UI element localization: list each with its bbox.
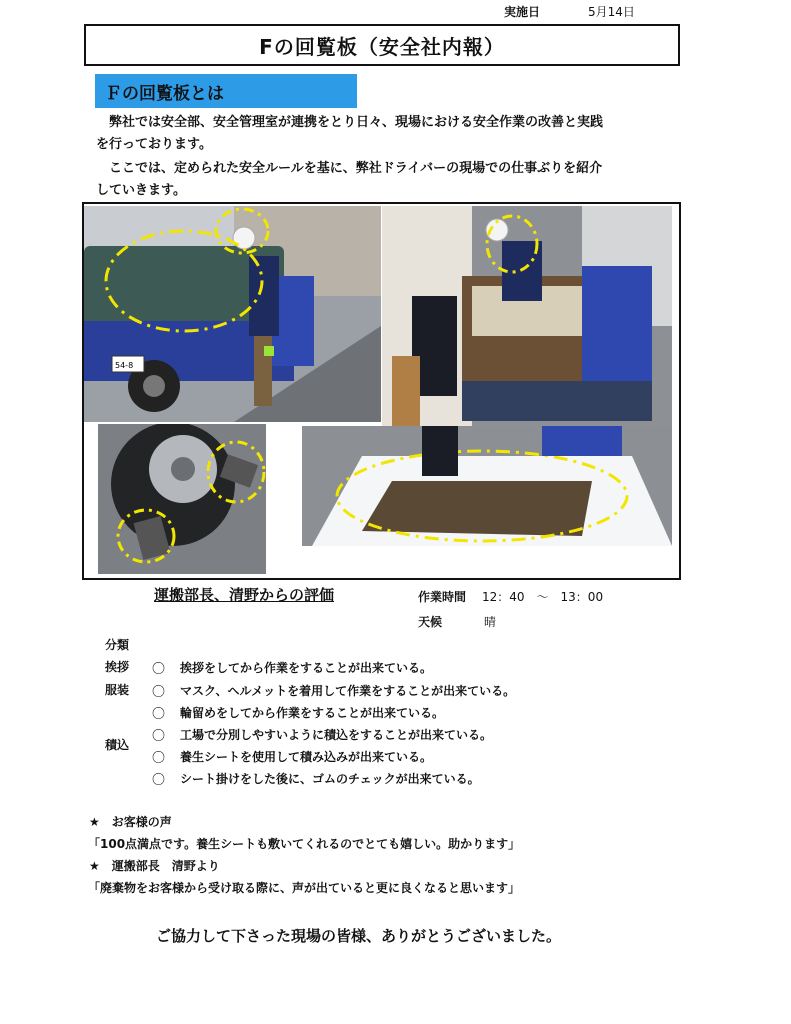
intro-line: していきます。 bbox=[96, 183, 186, 198]
date-label: 実施日 bbox=[504, 5, 541, 19]
closing-message: ご協力して下さった現場の皆様、ありがとうございました。 bbox=[156, 927, 562, 945]
photo-protective-sheet bbox=[302, 426, 672, 546]
category-header: 分類 bbox=[105, 638, 130, 652]
check-mark: 〇 bbox=[152, 773, 166, 788]
intro-line: ここでは、定められた安全ルールを基に、弊社ドライバーの現場での仕事ぶりを紹介 bbox=[96, 161, 603, 176]
check-text: 挨拶をしてから作業をすることが出来ている。 bbox=[180, 661, 433, 675]
intro-paragraph-1 bbox=[96, 112, 676, 156]
intro-line: 弊社では安全部、安全管理室が連携をとり日々、現場における安全作業の改善と実践 bbox=[96, 115, 604, 130]
category-loading: 積込 bbox=[105, 738, 130, 752]
check-text: シート掛けをした後に、ゴムのチェックが出来ている。 bbox=[180, 772, 480, 786]
check-mark: 〇 bbox=[152, 685, 166, 700]
check-mark: 〇 bbox=[152, 707, 166, 722]
manager-voice-heading: ★ 運搬部長 清野より bbox=[89, 859, 220, 873]
page-title: Fの回覧板（安全社内報） bbox=[84, 24, 680, 66]
check-mark: 〇 bbox=[152, 662, 166, 677]
check-item bbox=[152, 703, 444, 722]
category-greeting: 挨拶 bbox=[105, 660, 130, 674]
check-text: 工場で分別しやすいように積込をすることが出来ている。 bbox=[180, 728, 493, 742]
photo-truck-tarp bbox=[84, 206, 381, 422]
check-item bbox=[152, 725, 492, 744]
work-time-value: 12：40 ～ 13：00 bbox=[482, 590, 604, 604]
check-item bbox=[152, 681, 515, 700]
photo-collage bbox=[82, 202, 681, 580]
check-text: 輪留めをしてから作業をすることが出来ている。 bbox=[180, 706, 445, 720]
check-text: 養生シートを使用して積み込みが出来ている。 bbox=[180, 750, 433, 764]
check-mark: 〇 bbox=[152, 751, 166, 766]
license-plate: 54-8 bbox=[115, 361, 134, 370]
manager-voice-text: 「廃棄物をお客様から受け取る際に、声が出ていると更に良くなると思います」 bbox=[88, 881, 521, 895]
customer-voice-heading: ★ お客様の声 bbox=[89, 815, 172, 829]
check-mark: 〇 bbox=[152, 729, 166, 744]
category-attire: 服装 bbox=[105, 683, 130, 697]
check-item bbox=[152, 747, 432, 766]
check-text: マスク、ヘルメットを着用して作業をすることが出来ている。 bbox=[180, 684, 516, 698]
section-heading: Ｆの回覧板とは bbox=[95, 74, 357, 108]
check-item bbox=[152, 658, 432, 677]
photo-wheel-chock bbox=[98, 424, 266, 574]
evaluation-title: 運搬部長、清野からの評価 bbox=[154, 586, 335, 604]
weather-label: 天候 bbox=[418, 615, 443, 629]
check-item bbox=[152, 769, 480, 788]
date-value: 5月14日 bbox=[588, 5, 635, 19]
photo-loading-truck bbox=[382, 206, 672, 442]
work-time-label: 作業時間 bbox=[418, 590, 467, 604]
customer-voice-text: 「100点満点です。養生シートも敷いてくれるのでとても嬉しい。助かります」 bbox=[88, 837, 521, 851]
intro-line: を行っております。 bbox=[96, 137, 212, 152]
intro-paragraph-2 bbox=[96, 158, 676, 202]
weather-value: 晴 bbox=[484, 615, 497, 629]
